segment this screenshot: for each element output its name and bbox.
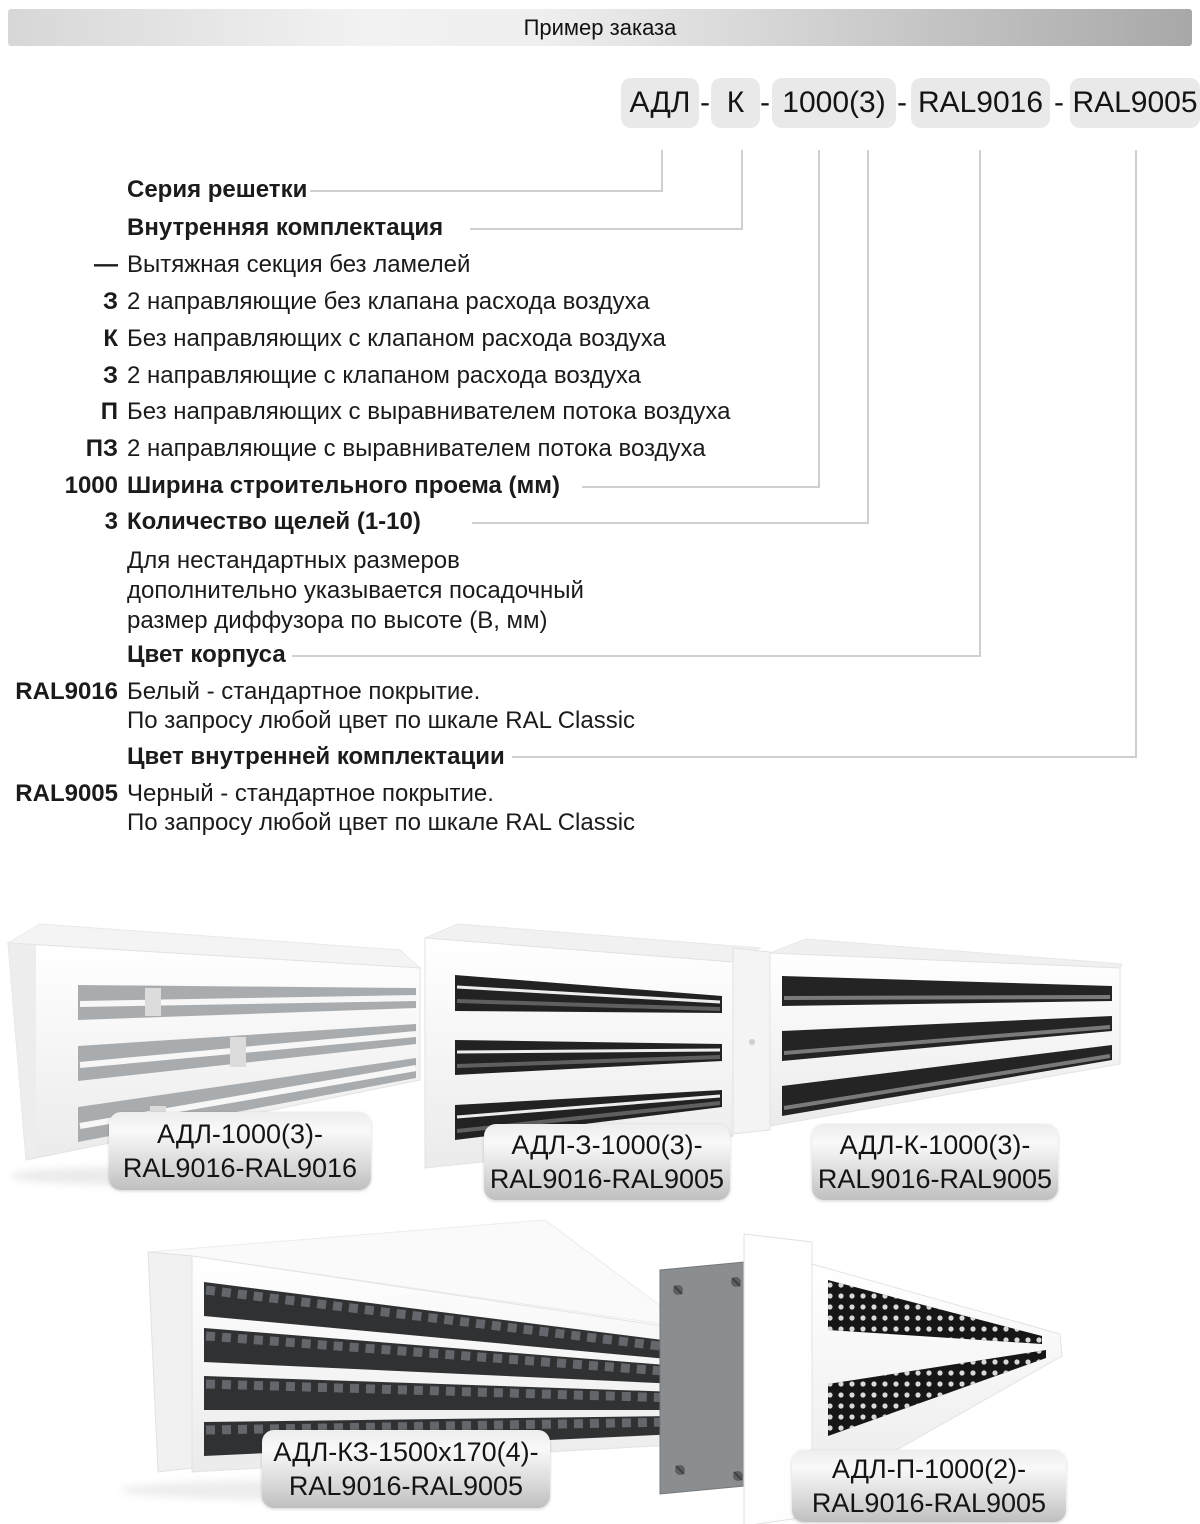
product-label-plate	[792, 1450, 1066, 1522]
option-text: Без направляющих с выравнивателем потока воздуха	[127, 398, 731, 425]
code-segment-size: 1000(3)	[772, 78, 896, 128]
inner-color-label: Цвет внутренней комплектации	[127, 743, 505, 770]
nonstandard-note	[127, 546, 584, 636]
option-code: П	[100, 398, 118, 425]
product-label-line1: АДЛ-К-1000(3)-	[839, 1130, 1031, 1160]
product-label-line1: АДЛ-П-1000(2)-	[831, 1454, 1027, 1484]
product-label-plate	[262, 1430, 550, 1508]
config-option-row	[8, 435, 798, 465]
code-separator: -	[700, 86, 710, 119]
option-text: 2 направляющие без клапана расхода воздуха	[127, 288, 650, 315]
option-code: —	[94, 251, 118, 278]
product-label-plate	[812, 1124, 1058, 1200]
option-text: 2 направляющие с клапаном расхода воздуха	[127, 362, 641, 389]
config-option-row	[8, 325, 798, 355]
width-code: 1000	[64, 472, 118, 499]
product-label-line2: RAL9016-RAL9005	[288, 1471, 524, 1501]
width-row	[8, 472, 798, 502]
series-label: Серия решетки	[127, 176, 308, 203]
connector-series	[310, 150, 662, 191]
note-line: дополнительно указывается посадочный	[127, 577, 584, 604]
code-separator: -	[1054, 86, 1064, 119]
body-color-code: RAL9016	[15, 678, 118, 705]
product-label-line2: RAL9016-RAL9005	[811, 1488, 1047, 1518]
code-segment-body-color: RAL9016	[911, 78, 1050, 128]
inner-color-line2: По запросу любой цвет по шкале RAL Classic	[127, 809, 636, 836]
note-line: Для нестандартных размеров	[127, 547, 460, 574]
product-label-line1: АДЛ-1000(3)-	[157, 1119, 323, 1149]
option-text: Вытяжная секция без ламелей	[127, 251, 471, 278]
product-images	[0, 884, 1200, 1524]
config-option-row	[8, 398, 798, 428]
product-label-plate	[109, 1112, 371, 1190]
option-code: К	[103, 325, 118, 352]
config-option-row	[8, 288, 798, 318]
slots-row	[8, 508, 798, 538]
inner-color-line1: Черный - стандартное покрытие.	[127, 780, 494, 807]
body-color-line1: Белый - стандартное покрытие.	[127, 678, 481, 705]
note-line: размер диффузора по высоте (В, мм)	[127, 607, 548, 634]
grille-adl-k-image	[733, 939, 1122, 1134]
code-separator: -	[760, 86, 770, 119]
code-segment-inner-color: RAL9005	[1070, 78, 1200, 128]
body-color-label: Цвет корпуса	[127, 641, 286, 668]
product-label-line1: АДЛ-З-1000(3)-	[511, 1130, 703, 1160]
option-code: З	[102, 362, 118, 389]
slots-text: Количество щелей (1-10)	[127, 508, 421, 535]
body-color-desc	[127, 677, 635, 735]
code-separator: -	[897, 86, 907, 119]
page-title: Пример заказа	[523, 14, 677, 40]
header-bar	[8, 9, 1192, 46]
inner-color-desc	[127, 779, 635, 837]
code-segment-series: АДЛ	[621, 78, 699, 128]
option-text: 2 направляющие с выравнивателем потока воздуха	[127, 435, 706, 462]
product-label-plate	[484, 1124, 730, 1200]
product-label-line1: АДЛ-КЗ-1500х170(4)-	[273, 1437, 539, 1467]
body-color-line2: По запросу любой цвет по шкале RAL Classic	[127, 707, 636, 734]
code-segment-config: К	[711, 78, 760, 128]
option-code: З	[102, 288, 118, 315]
slots-code: 3	[104, 508, 118, 535]
product-label-line2: RAL9016-RAL9005	[489, 1164, 725, 1194]
option-text: Без направляющих с клапаном расхода воздуха	[127, 325, 666, 352]
product-label-line2: RAL9016-RAL9016	[122, 1153, 358, 1183]
config-option-row	[8, 251, 798, 281]
inner-color-code: RAL9005	[15, 780, 118, 807]
config-label: Внутренняя комплектация	[127, 214, 444, 241]
width-text: Ширина строительного проема (мм)	[127, 472, 561, 499]
product-label-line2: RAL9016-RAL9005	[817, 1164, 1053, 1194]
connector-config	[470, 150, 742, 229]
config-option-row	[8, 362, 798, 392]
option-code: ПЗ	[85, 435, 118, 462]
